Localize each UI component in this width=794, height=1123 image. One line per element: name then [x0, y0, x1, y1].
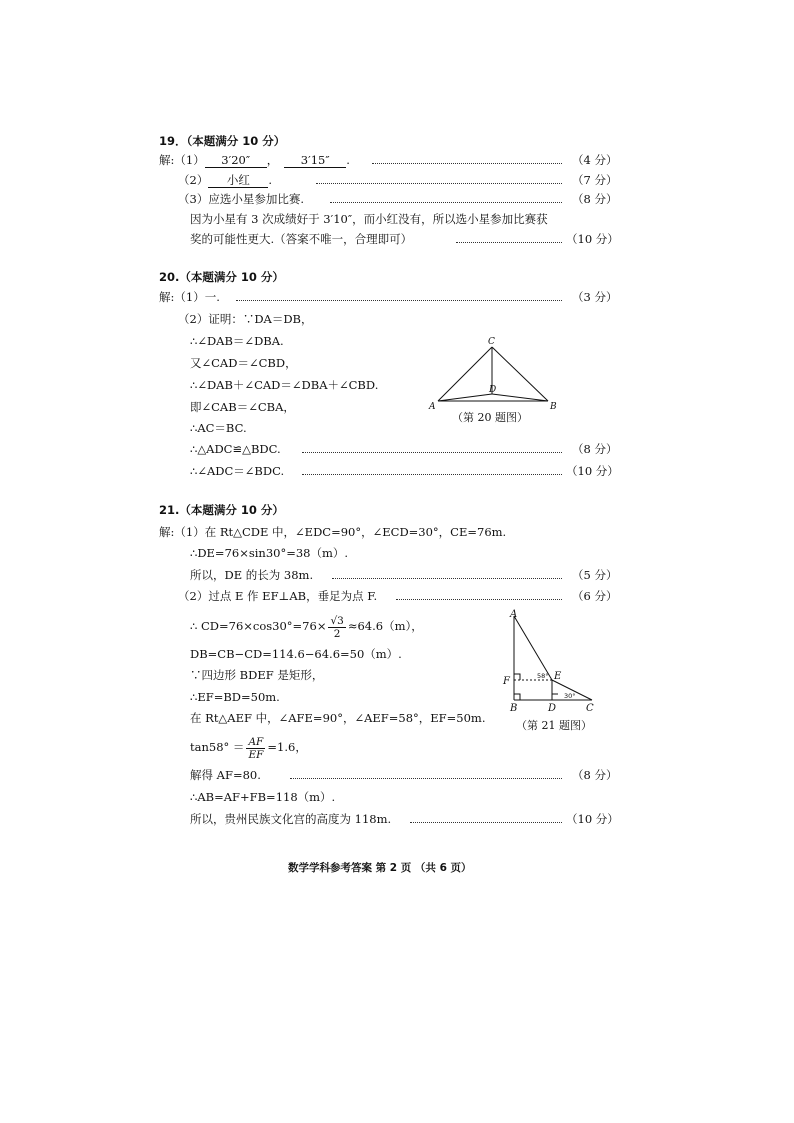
q20-line-3: 又∠CAD＝∠CBD， [190, 356, 297, 370]
q21-line-3-leader [332, 578, 562, 579]
q19-p1-sep: ， [266, 153, 279, 167]
q20-seg-BC [492, 347, 548, 401]
q20-figure [428, 334, 568, 414]
q21-angle-58: 58° [537, 672, 549, 680]
q20-seg-AC [438, 347, 492, 401]
q20-title: 20.（本题满分 10 分） [159, 270, 284, 284]
q20-part1 [159, 289, 220, 305]
q21-label-F: F [503, 676, 510, 687]
q19-p1-end: . [346, 153, 350, 167]
page-footer: 数学学科参考答案 第 2 页 （共 6 页） [288, 862, 472, 874]
q21-right-angle-B [514, 694, 520, 700]
q19-part3: （3）应选小星参加比赛. [178, 192, 304, 206]
q21-label-E: E [554, 671, 562, 682]
q20-line-4: ∴∠DAB＋∠CAD＝∠DBA＋∠CBD. [190, 378, 379, 392]
q21-line-6: DB=CB−CD=114.6−64.6=50（m）. [190, 647, 402, 661]
q19-p2-leader [316, 183, 562, 184]
q20-p1-leader [236, 300, 562, 301]
q19-jie: 解: [159, 153, 175, 167]
q21-jie: 解: [159, 525, 175, 539]
q19-p3-line2: 因为小星有 3 次成绩好于 3′10″，而小红没有，所以选小星参加比赛获 [190, 212, 548, 226]
q19-p3-score-2: （10 分） [566, 232, 619, 246]
q19-p1-answer-1: 3′20″ [205, 154, 267, 168]
q21-figure-caption: （第 21 题图） [516, 719, 592, 732]
q19-p1-leader [372, 163, 562, 164]
q21-line-8: ∴EF=BD=50m. [190, 690, 280, 704]
q21-line-3: 所以，DE 的长为 38m. [190, 568, 314, 582]
q21-fraction-sqrt3-over-2 [328, 615, 345, 640]
q20-label-D: D [489, 385, 497, 395]
q21-line-4: （2）过点 E 作 EF⊥AB，垂足为点 F. [178, 589, 378, 603]
q21-label-B: B [510, 703, 518, 714]
q19-title: 19．（本题满分 10 分） [159, 134, 286, 148]
q21-fraction-den: 2 [333, 627, 341, 640]
q20-p1-text: （1）一. [174, 290, 220, 304]
q20-figure-caption: （第 20 题图） [452, 411, 528, 424]
q21-line-9: 在 Rt△AEF 中，∠AFE=90°，∠AEF=58°，EF=50m. [190, 711, 486, 725]
q20-label-C: C [488, 337, 495, 347]
q21-line-11-score: （8 分） [572, 768, 618, 782]
q19-p1-answer-2: 3′15″ [284, 154, 346, 168]
q21-seg-AE [514, 616, 552, 680]
q21-line-3-score: （5 分） [572, 568, 618, 582]
q21-angle-30: 30° [564, 692, 576, 700]
q19-p2-score: （7 分） [572, 173, 618, 187]
q21-figure [500, 608, 604, 714]
q21-label-C: C [586, 703, 594, 714]
q20-line-1: （2）证明：∵DA＝DB， [178, 312, 313, 326]
q20-seg-BD [492, 394, 548, 401]
q19-p3-leader-2 [456, 242, 562, 243]
q20-line-8-leader [302, 474, 562, 475]
q21-line-11: 解得 AF=80. [190, 768, 261, 782]
q21-line-10-pre: tan58° ＝ [190, 740, 245, 754]
q21-line-10-post: =1.6， [267, 740, 307, 754]
q21-fraction-2-den: EF [248, 748, 264, 761]
q21-fraction-2-num: AF [246, 736, 265, 749]
q20-line-5: 即∠CAB＝∠CBA， [190, 400, 295, 414]
q19-p3-leader [330, 202, 562, 203]
q20-line-6: ∴AC＝BC. [190, 421, 247, 435]
q20-label-B: B [550, 402, 557, 412]
q21-title: 21.（本题满分 10 分） [159, 503, 284, 517]
q21-line-7: ∵四边形 BDEF 是矩形， [190, 668, 324, 682]
q20-line-7-score: （8 分） [572, 442, 618, 456]
q21-fraction-num: √3 [330, 614, 344, 627]
q21-fraction-af-over-ef [246, 736, 265, 761]
q21-right-angle-F [514, 674, 520, 680]
q19-p1-score: （4 分） [572, 153, 618, 167]
q21-line-1: （1）在 Rt△CDE 中，∠EDC=90°，∠ECD=30°，CE=76m. [174, 525, 507, 539]
q19-part2 [178, 172, 272, 188]
q19-p3-line3: 奖的可能性更大.（答案不唯一，合理即可） [190, 232, 413, 246]
q21-line-13-leader [410, 822, 562, 823]
q21-line-4-leader [396, 599, 562, 600]
q21-line-13: 所以，贵州民族文化宫的高度为 118m. [190, 812, 392, 826]
q20-line-8: ∴∠ADC＝∠BDC. [190, 464, 285, 478]
q21-line-13-score: （10 分） [566, 812, 619, 826]
q19-p2-answer: 小红 [208, 174, 268, 188]
q20-line-7-leader [302, 452, 562, 453]
q21-label-A: A [510, 609, 518, 620]
q19-p3-score: （8 分） [572, 192, 618, 206]
q21-line-5 [190, 609, 423, 643]
q21-line-5-post: ≈64.6（m）， [347, 619, 423, 633]
q19-part1 [159, 152, 350, 168]
q20-seg-AD [438, 394, 492, 401]
q21-line-11-leader [290, 778, 562, 779]
q21-part1 [159, 524, 506, 540]
q21-line-4-score: （6 分） [572, 589, 618, 603]
q20-line-2: ∴∠DAB＝∠DBA. [190, 334, 284, 348]
q21-line-5-pre: ∴ CD=76×cos30°=76× [190, 619, 327, 633]
q20-line-8-score: （10 分） [566, 464, 619, 478]
q19-p2-label: （2） [178, 173, 209, 187]
q21-line-12: ∴AB=AF+FB=118（m）. [190, 790, 336, 804]
q21-line-10 [190, 730, 307, 764]
q20-p1-score: （3 分） [572, 290, 618, 304]
q20-jie: 解: [159, 290, 175, 304]
q20-label-A: A [429, 402, 436, 412]
q20-line-7: ∴△ADC≌△BDC. [190, 442, 281, 456]
q19-p1-label: （1） [174, 153, 205, 167]
q21-label-D: D [548, 703, 557, 714]
q21-line-2: ∴DE=76×sin30°=38（m）. [190, 546, 349, 560]
q19-p2-end: . [268, 173, 272, 187]
